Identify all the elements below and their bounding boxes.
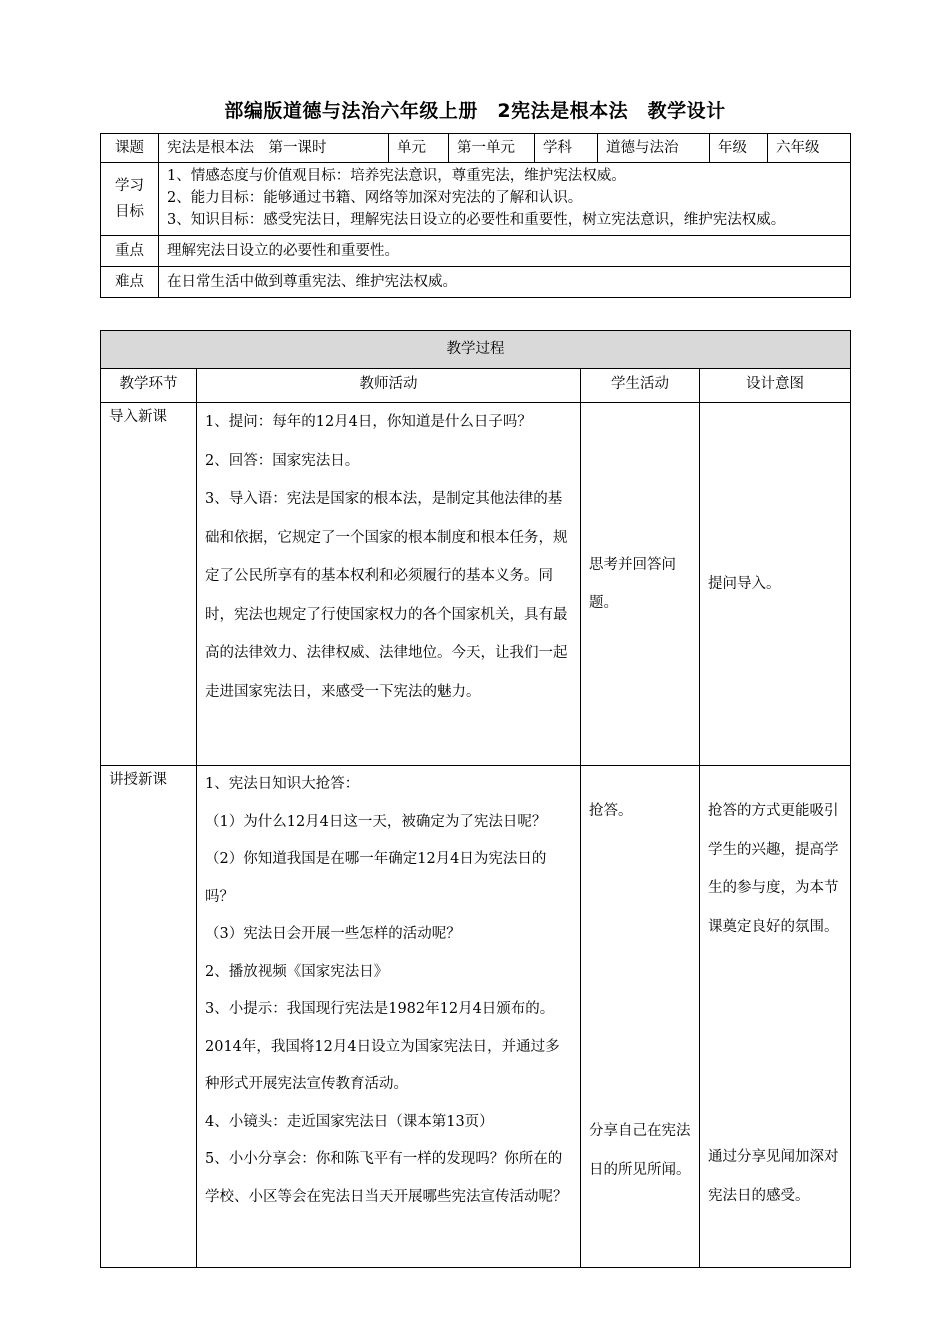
teacher-step: （3）宪法日会开展一些怎样的活动呢？ — [205, 926, 461, 942]
student-intro: 思考并回答问题。 — [581, 403, 700, 766]
difficulty-row — [101, 267, 851, 298]
intent-intro: 提问导入。 — [700, 403, 851, 766]
unit-value: 第一单元 — [449, 134, 535, 163]
key-point-row — [101, 236, 851, 267]
teacher-step: 3、小提示：我国现行宪法是1982年12月4日颁布的。2014年，我国将12月4日设立为国家宪法日，并通过多种形式开展宪法宣传教育活动。 — [205, 1001, 560, 1092]
difficulty-label: 难点 — [101, 267, 159, 298]
stage-new-lesson: 讲授新课 — [101, 766, 197, 1268]
lesson-label: 课题 — [101, 134, 159, 163]
objectives-label-line2: 目标 — [115, 204, 144, 220]
process-header-row — [101, 369, 851, 403]
objective-item: 1、情感态度与价值观目标：培养宪法意识，尊重宪法，维护宪法权威。 — [167, 168, 626, 184]
teacher-step: 4、小镜头：走近国家宪法日（课本第13页） — [205, 1113, 494, 1130]
objectives-label-line1: 学习 — [115, 178, 144, 194]
intent-1: 抢答的方式更能吸引学生的兴趣，提高学生的参与度，为本节课奠定良好的氛围。 — [708, 803, 839, 935]
subject-label: 学科 — [535, 134, 598, 163]
key-point-value: 理解宪法日设立的必要性和重要性。 — [159, 236, 851, 267]
unit-label: 单元 — [389, 134, 449, 163]
student-new-lesson — [581, 766, 700, 1268]
intent-2: 通过分享见闻加深对宪法日的感受。 — [708, 1149, 839, 1204]
teacher-step: （2）你知道我国是在哪一年确定12月4日为宪法日的吗？ — [205, 851, 547, 905]
teaching-process-table — [100, 330, 851, 1268]
stage-intro: 导入新课 — [101, 403, 197, 766]
objectives-row — [101, 163, 851, 236]
teacher-step: 3、导入语：宪法是国家的根本法，是制定其他法律的基础和依据，它规定了一个国家的根本制度和根本任务，规定了公民所享有的基本权利和必须履行的基本义务。同时，宪法也规定了行使国家权力的各个国家机关，具有最高的法律效力、法律权威、法律地位。今天，让我们一起走进国家宪法日，来感受一下宪法的魅力。 — [205, 491, 568, 700]
teacher-step: 2、播放视频《国家宪法日》 — [205, 963, 389, 980]
lesson-info-table — [100, 133, 851, 298]
teacher-step: （1）为什么12月4日这一天，被确定为了宪法日呢？ — [205, 813, 547, 830]
document-title: 部编版道德与法治六年级上册 2宪法是根本法 教学设计 — [224, 100, 726, 122]
key-point-label: 重点 — [101, 236, 159, 267]
student-activity-1: 抢答。 — [589, 803, 633, 819]
teacher-intro — [197, 403, 581, 766]
intent-new-lesson — [700, 766, 851, 1268]
student-activity-2: 分享自己在宪法日的所见所闻。 — [589, 1123, 691, 1178]
objective-item: 2、能力目标：能够通过书籍、网络等加深对宪法的了解和认识。 — [167, 190, 583, 206]
process-title-row — [101, 331, 851, 369]
process-row-intro — [101, 403, 851, 766]
teacher-step: 5、小小分享会：你和陈飞平有一样的发现吗？你所在的学校、小区等会在宪法日当天开展哪些宪法宣传活动呢？ — [205, 1151, 568, 1205]
header-intent: 设计意图 — [700, 369, 851, 403]
lesson-value: 宪法是根本法 第一课时 — [159, 134, 389, 163]
teacher-step: 2、回答：国家宪法日。 — [205, 452, 360, 469]
header-teacher: 教师活动 — [197, 369, 581, 403]
grade-label: 年级 — [710, 134, 768, 163]
teacher-new-lesson — [197, 766, 581, 1268]
objective-item: 3、知识目标：感受宪法日，理解宪法日设立的必要性和重要性，树立宪法意识，维护宪法权威。 — [167, 212, 786, 228]
difficulty-value: 在日常生活中做到尊重宪法、维护宪法权威。 — [159, 267, 851, 298]
teacher-step: 1、宪法日知识大抢答： — [205, 776, 360, 792]
header-stage: 教学环节 — [101, 369, 197, 403]
info-row — [101, 134, 851, 163]
subject-value: 道德与法治 — [598, 134, 710, 163]
objectives-label — [101, 163, 159, 236]
teacher-step: 1、提问：每年的12月4日，你知道是什么日子吗？ — [205, 414, 532, 430]
process-row-new-lesson — [101, 766, 851, 1268]
process-title: 教学过程 — [101, 331, 851, 369]
objectives-content — [159, 163, 851, 236]
header-student: 学生活动 — [581, 369, 700, 403]
grade-value: 六年级 — [768, 134, 851, 163]
